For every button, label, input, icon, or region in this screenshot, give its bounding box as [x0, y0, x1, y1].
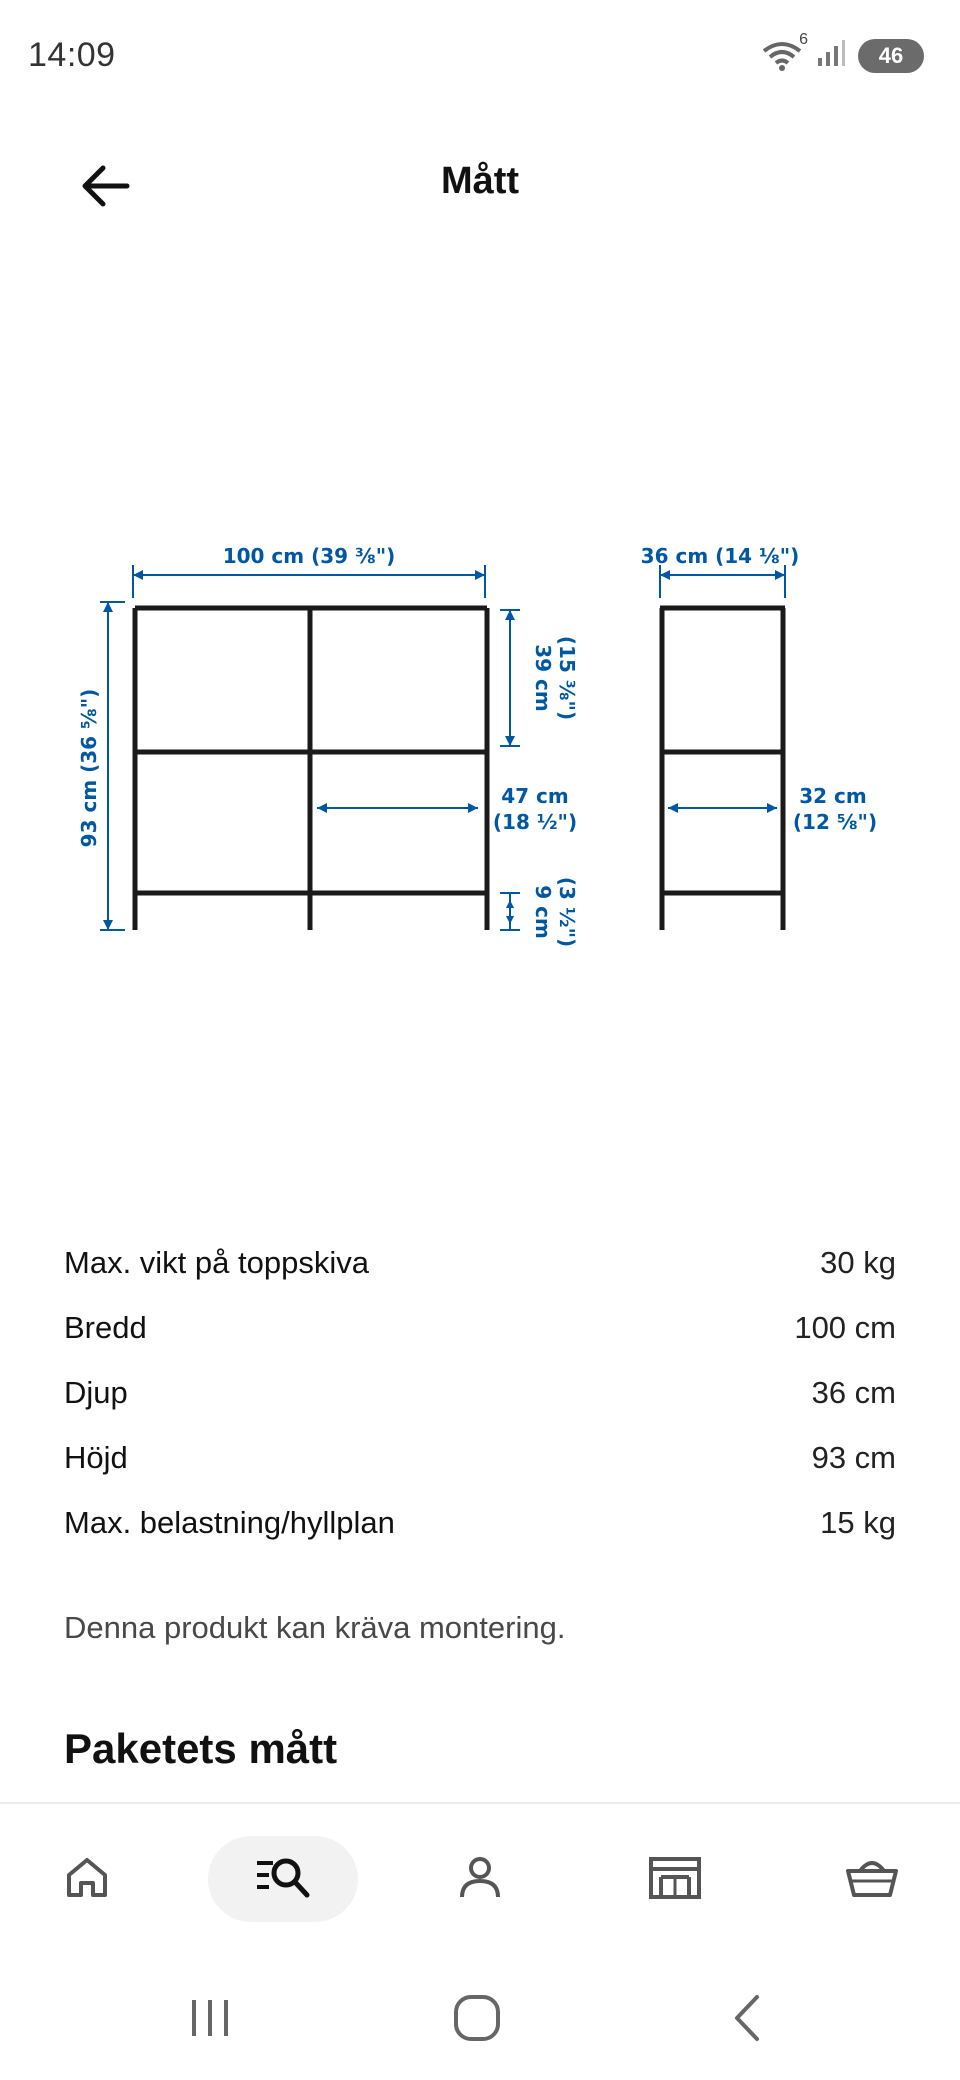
system-home-button[interactable] [432, 1980, 522, 2060]
status-icons [760, 30, 924, 73]
wifi-icon [760, 30, 808, 73]
dimension-diagram [0, 520, 960, 980]
bottom-nav [0, 1802, 960, 1954]
recents-button[interactable] [165, 1980, 255, 2060]
nav-profile[interactable] [405, 1836, 555, 1922]
search-list-icon [253, 1853, 313, 1906]
status-bar [0, 0, 960, 110]
spec-label: Max. vikt på toppskiva [64, 1244, 369, 1280]
bottom-clearance-in-label: (3 ½") [555, 876, 579, 948]
bottom-clearance-cm-label: 9 cm [531, 885, 555, 939]
inner-width-in-label: (18 ½") [492, 810, 578, 834]
spec-row [64, 1230, 896, 1295]
spec-label: Bredd [64, 1309, 147, 1345]
nav-search[interactable] [208, 1836, 358, 1922]
spec-row [64, 1490, 896, 1555]
inner-width-cm-label: 47 cm [501, 784, 569, 808]
upper-shelf-height-in-label: (15 ⅜") [555, 635, 579, 721]
spec-value: 93 cm [811, 1439, 896, 1475]
package-dimensions-heading: Paketets mått [64, 1725, 338, 1772]
status-time: 14:09 [28, 36, 116, 74]
back-chevron-icon [727, 1993, 767, 2048]
profile-icon [456, 1853, 504, 1906]
basket-icon [844, 1853, 900, 1906]
front-width-label: 100 cm (39 ⅜") [222, 544, 396, 568]
system-back-button[interactable] [702, 1980, 792, 2060]
cell-signal-icon [816, 38, 846, 73]
side-depth-label: 36 cm (14 ⅛") [640, 544, 800, 568]
inner-depth-cm-label: 32 cm [799, 784, 867, 808]
page-title: Mått [440, 160, 520, 202]
nav-basket[interactable] [797, 1836, 947, 1922]
upper-shelf-height-cm-label: 39 cm [531, 644, 555, 712]
spec-label: Höjd [64, 1439, 128, 1475]
spec-value: 30 kg [820, 1244, 896, 1280]
store-icon [647, 1853, 703, 1906]
home-circle-icon [452, 1993, 502, 2048]
spec-label: Djup [64, 1374, 128, 1410]
nav-store[interactable] [600, 1836, 750, 1922]
spec-row [64, 1295, 896, 1360]
spec-row [64, 1425, 896, 1490]
recents-icon [188, 1996, 232, 2045]
system-nav [0, 1960, 960, 2080]
spec-value: 15 kg [820, 1504, 896, 1540]
assembly-note: Denna produkt kan kräva montering. [64, 1610, 566, 1645]
side-view-frame [660, 608, 785, 930]
header [0, 130, 960, 240]
nav-home[interactable] [12, 1836, 162, 1922]
spec-row [64, 1360, 896, 1425]
battery-icon: 46 [858, 39, 924, 73]
specs-list [64, 1230, 896, 1555]
spec-label: Max. belastning/hyllplan [64, 1504, 395, 1540]
front-view-frame [135, 608, 487, 930]
front-height-label: 93 cm (36 ⅝") [77, 688, 101, 848]
spec-value: 100 cm [794, 1309, 896, 1345]
spec-value: 36 cm [811, 1374, 896, 1410]
home-icon [63, 1853, 111, 1906]
inner-depth-in-label: (12 ⅝") [792, 810, 878, 834]
wifi-signal-label: 6 [799, 30, 808, 48]
